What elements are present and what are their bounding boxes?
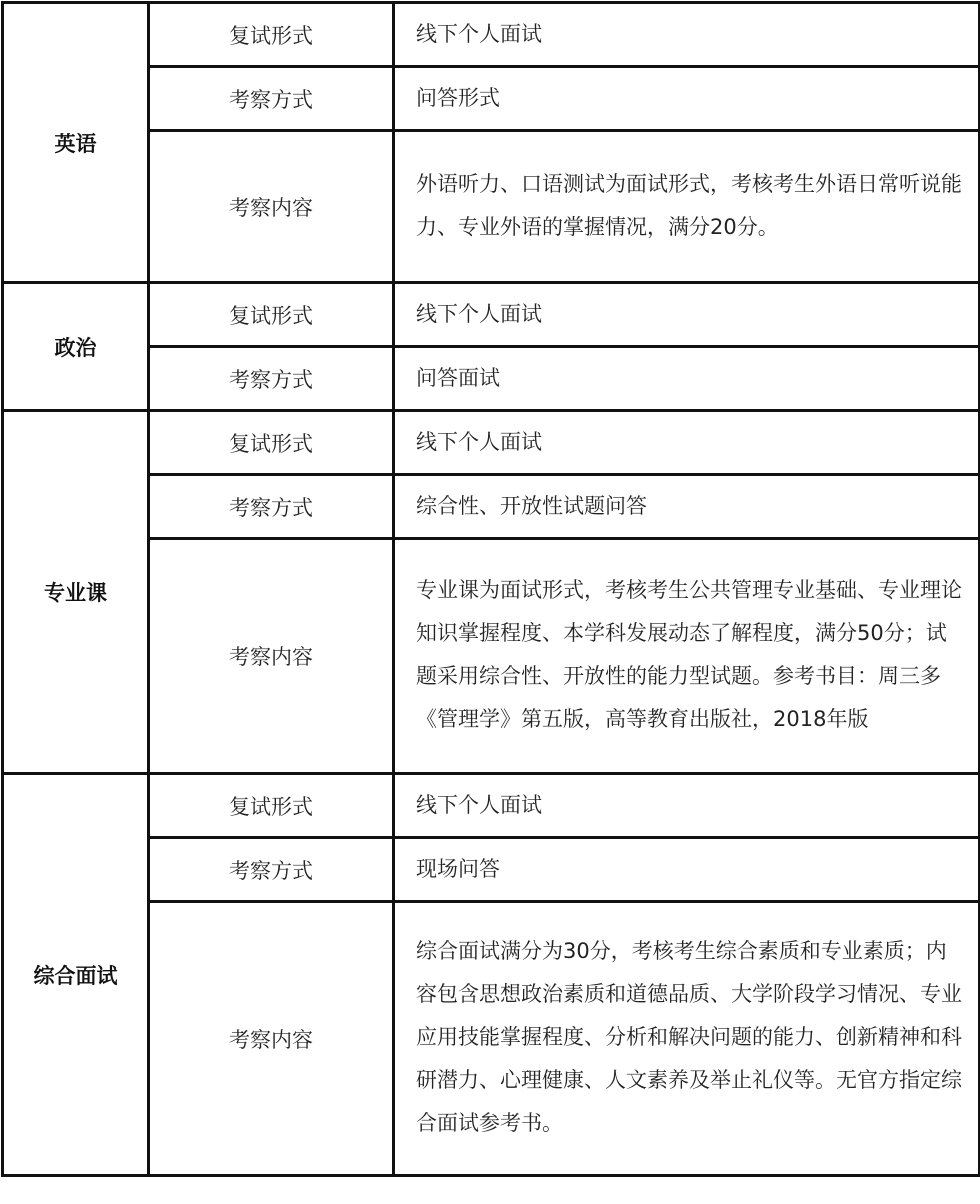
row-value: 综合性、开放性试题问答 (394, 475, 980, 539)
row-value: 问答形式 (394, 67, 980, 131)
table-row (3, 774, 980, 838)
subject-cell-politics: 政治 (3, 283, 149, 411)
row-value: 专业课为面试形式，考核考生公共管理专业基础、专业理论知识掌握程度、本学科发展动态了解程度，满分50分；试题采用综合性、开放性的能力型试题。参考书目：周三多《管理学》第五版，高等教育出版社，2018年版 (394, 539, 980, 774)
row-label: 考察方式 (149, 475, 394, 539)
row-label: 考察方式 (149, 838, 394, 902)
exam-requirements-table (1, 1, 980, 1177)
row-label: 考察内容 (149, 131, 394, 283)
row-value: 外语听力、口语测试为面试形式，考核考生外语日常听说能力、专业外语的掌握情况，满分20分。 (394, 131, 980, 283)
row-label: 考察方式 (149, 347, 394, 411)
row-label: 考察方式 (149, 67, 394, 131)
table-row (3, 475, 980, 539)
row-label: 考察内容 (149, 539, 394, 774)
table-row (3, 3, 980, 67)
row-value: 综合面试满分为30分，考核考生综合素质和专业素质；内容包含思想政治素质和道德品质、大学阶段学习情况、专业应用技能掌握程度、分析和解决问题的能力、创新精神和科研潜力、心理健康、人文素养及举止礼仪等。无官方指定综合面试参考书。 (394, 902, 980, 1176)
subject-cell-major-course: 专业课 (3, 411, 149, 774)
row-value: 线下个人面试 (394, 774, 980, 838)
table-row (3, 539, 980, 774)
table-row (3, 131, 980, 283)
row-label: 考察内容 (149, 902, 394, 1176)
table-row (3, 838, 980, 902)
table-row (3, 902, 980, 1176)
subject-cell-comprehensive-interview: 综合面试 (3, 774, 149, 1176)
row-value: 线下个人面试 (394, 283, 980, 347)
table-row (3, 67, 980, 131)
subject-cell-english: 英语 (3, 3, 149, 283)
row-value: 问答面试 (394, 347, 980, 411)
row-label: 复试形式 (149, 3, 394, 67)
row-label: 复试形式 (149, 774, 394, 838)
row-label: 复试形式 (149, 283, 394, 347)
table-row (3, 411, 980, 475)
row-value: 现场问答 (394, 838, 980, 902)
table-row (3, 283, 980, 347)
table-row (3, 347, 980, 411)
row-value: 线下个人面试 (394, 3, 980, 67)
row-value: 线下个人面试 (394, 411, 980, 475)
row-label: 复试形式 (149, 411, 394, 475)
